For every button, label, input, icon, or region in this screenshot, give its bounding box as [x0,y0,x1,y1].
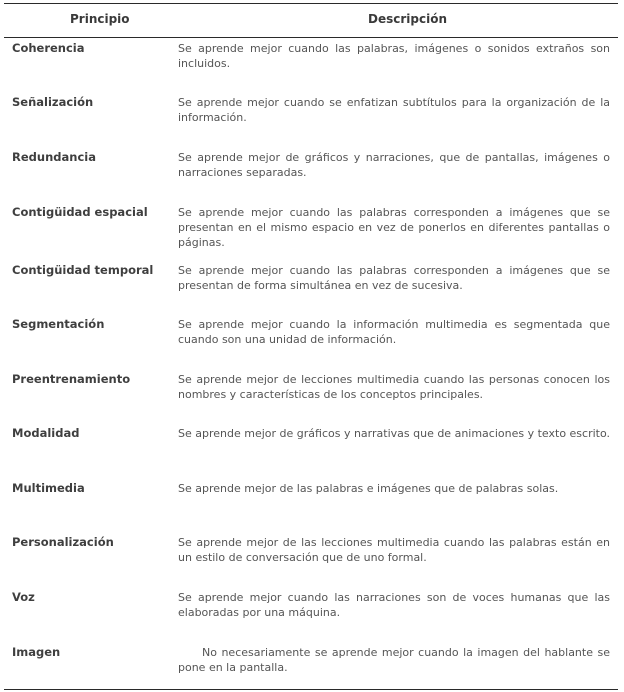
header-description: Descripción [368,12,447,26]
principle-cell: Contigüidad espacial [12,205,148,219]
table-header-rule [4,37,618,38]
description-cell: Se aprende mejor cuando las palabras, imágenes o sonidos extraños son incluidos. [178,42,610,70]
principle-cell: Imagen [12,645,61,659]
description-cell: Se aprende mejor cuando las palabras corresponden a imágenes que se presentan de forma simultánea en vez de sucesiva. [178,264,610,292]
header-principle: Principio [70,12,130,26]
principle-cell: Preentrenamiento [12,372,131,386]
description-cell: Se aprende mejor cuando se enfatizan subtítulos para la organización de la información. [178,96,610,124]
description-cell: Se aprende mejor de gráficos y narraciones, que de pantallas, imágenes o narraciones separadas. [178,151,610,179]
description-cell: Se aprende mejor de lecciones multimedia cuando las personas conocen los nombres y características de los conceptos principales. [178,373,610,401]
principles-table [4,0,618,690]
principle-cell: Contigüidad temporal [12,263,154,277]
description-cell: Se aprende mejor cuando las palabras corresponden a imágenes que se presentan en el mismo espacio en vez de ponerlos en diferentes pantallas o páginas. [178,206,610,249]
principle-cell: Voz [12,590,35,604]
principle-cell: Redundancia [12,150,96,164]
principle-cell: Modalidad [12,426,80,440]
principle-cell: Coherencia [12,41,85,55]
description-cell: Se aprende mejor cuando las narraciones son de voces humanas que las elaboradas por una máquina. [178,591,610,619]
principle-cell: Personalización [12,535,114,549]
description-cell: Se aprende mejor de las lecciones multimedia cuando las palabras están en un estilo de conversación que de uno formal. [178,536,610,564]
principle-cell: Multimedia [12,481,85,495]
description-cell: Se aprende mejor cuando la información multimedia es segmentada que cuando son una unidad de información. [178,318,610,346]
description-cell: Se aprende mejor de gráficos y narrativas que de animaciones y texto escrito. [178,427,611,440]
table-bottom-rule [4,689,618,690]
description-cell: No necesariamente se aprende mejor cuando la imagen del hablante se pone en la pantalla. [178,646,610,674]
principle-cell: Señalización [12,95,94,109]
principle-cell: Segmentación [12,317,105,331]
description-cell: Se aprende mejor de las palabras e imágenes que de palabras solas. [178,482,559,495]
table-top-rule [4,3,618,4]
